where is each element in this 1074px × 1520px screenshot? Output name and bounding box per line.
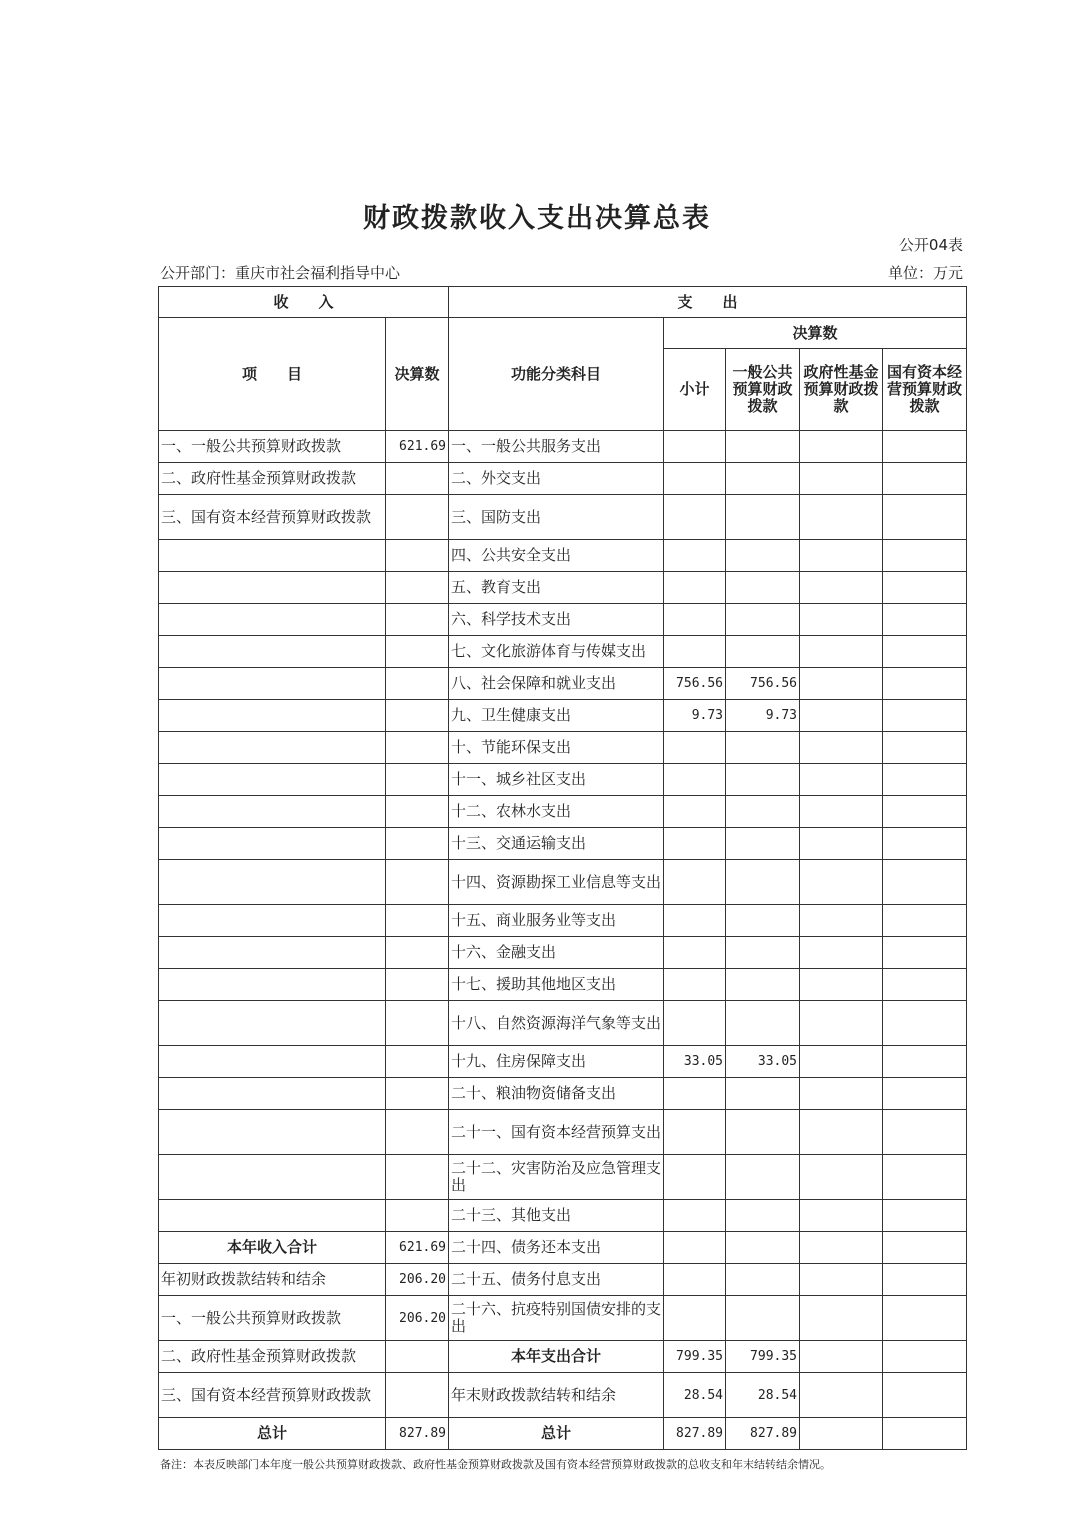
final-amount-header: 决算数 (386, 318, 449, 431)
table-row (159, 1200, 967, 1232)
subtotal-cell (664, 937, 726, 969)
expense-item-cell: 十八、自然资源海洋气象等支出 (449, 1001, 664, 1046)
expense-item-cell: 十四、资源勘探工业信息等支出 (449, 860, 664, 905)
gov-fund-cell (800, 1373, 883, 1418)
expense-item-cell: 十五、商业服务业等支出 (449, 905, 664, 937)
income-amount-cell (386, 860, 449, 905)
income-item-cell (159, 1155, 386, 1200)
subtotal-cell (664, 572, 726, 604)
expense-item-cell: 八、社会保障和就业支出 (449, 668, 664, 700)
income-amount-cell (386, 1200, 449, 1232)
table-row (159, 700, 967, 732)
table-row (159, 1001, 967, 1046)
gov-fund-cell (800, 1264, 883, 1296)
subtotal-cell: 9.73 (664, 700, 726, 732)
subtotal-cell (664, 1078, 726, 1110)
state-capital-cell (883, 1264, 967, 1296)
income-amount-cell (386, 732, 449, 764)
subtotal-cell (664, 764, 726, 796)
income-amount-cell (386, 937, 449, 969)
general-budget-header: 一般公共预算财政拨款 (726, 349, 800, 431)
income-amount-cell (386, 495, 449, 540)
state-capital-cell (883, 495, 967, 540)
general-budget-cell: 799.35 (726, 1341, 800, 1373)
expense-item-cell: 二、外交支出 (449, 463, 664, 495)
table-row (159, 1155, 967, 1200)
expense-item-cell: 五、教育支出 (449, 572, 664, 604)
subtotal-cell (664, 1155, 726, 1200)
income-item-cell: 一、一般公共预算财政拨款 (159, 1296, 386, 1341)
gov-fund-cell (800, 495, 883, 540)
subtotal-cell (664, 1232, 726, 1264)
table-row (159, 1078, 967, 1110)
general-budget-cell (726, 732, 800, 764)
state-capital-cell (883, 1296, 967, 1341)
table-row (159, 1046, 967, 1078)
income-amount-cell (386, 828, 449, 860)
income-item-cell (159, 540, 386, 572)
general-budget-cell (726, 572, 800, 604)
table-row (159, 572, 967, 604)
table-row (159, 1341, 967, 1373)
general-budget-cell (726, 828, 800, 860)
gov-fund-cell (800, 1110, 883, 1155)
general-budget-cell (726, 905, 800, 937)
table-row (159, 636, 967, 668)
income-item-cell: 年初财政拨款结转和结余 (159, 1264, 386, 1296)
gov-fund-cell (800, 905, 883, 937)
state-capital-cell (883, 860, 967, 905)
table-row (159, 1232, 967, 1264)
table-row (159, 540, 967, 572)
expense-item-cell: 六、科学技术支出 (449, 604, 664, 636)
gov-fund-cell (800, 796, 883, 828)
income-item-cell: 二、政府性基金预算财政拨款 (159, 1341, 386, 1373)
expense-item-cell: 二十二、灾害防治及应急管理支出 (449, 1155, 664, 1200)
general-budget-cell (726, 1232, 800, 1264)
state-capital-cell (883, 905, 967, 937)
general-budget-cell (726, 431, 800, 463)
gov-fund-cell (800, 860, 883, 905)
gov-fund-cell (800, 636, 883, 668)
general-budget-cell (726, 1264, 800, 1296)
general-budget-cell (726, 540, 800, 572)
table-row (159, 1296, 967, 1341)
expense-item-cell: 十、节能环保支出 (449, 732, 664, 764)
page-title: 财政拨款收入支出决算总表 (363, 203, 711, 234)
income-amount-cell (386, 540, 449, 572)
income-amount-cell (386, 796, 449, 828)
unit-label: 单位：万元 (887, 264, 963, 282)
gov-fund-cell (800, 828, 883, 860)
final-amount-group-header: 决算数 (664, 318, 967, 349)
gov-fund-cell (800, 540, 883, 572)
gov-fund-cell (800, 604, 883, 636)
gov-fund-cell (800, 1046, 883, 1078)
table-row (159, 732, 967, 764)
income-amount-cell (386, 764, 449, 796)
income-item-cell (159, 1200, 386, 1232)
table-row (159, 828, 967, 860)
gov-fund-cell (800, 937, 883, 969)
state-capital-cell (883, 572, 967, 604)
income-item-cell (159, 668, 386, 700)
general-budget-cell (726, 860, 800, 905)
gov-fund-header: 政府性基金预算财政拨款 (800, 349, 883, 431)
state-capital-cell (883, 828, 967, 860)
subtotal-cell (664, 828, 726, 860)
state-capital-header: 国有资本经营预算财政拨款 (883, 349, 967, 431)
income-item-cell (159, 572, 386, 604)
income-item-cell (159, 1001, 386, 1046)
table-row (159, 463, 967, 495)
expense-item-cell: 十三、交通运输支出 (449, 828, 664, 860)
state-capital-cell (883, 431, 967, 463)
subtotal-cell (664, 905, 726, 937)
expense-item-cell: 九、卫生健康支出 (449, 700, 664, 732)
expense-item-cell: 十一、城乡社区支出 (449, 764, 664, 796)
subtotal-cell: 799.35 (664, 1341, 726, 1373)
subtotal-cell (664, 540, 726, 572)
general-budget-cell: 9.73 (726, 700, 800, 732)
income-item-cell: 二、政府性基金预算财政拨款 (159, 463, 386, 495)
income-item-cell: 本年收入合计 (159, 1232, 386, 1264)
income-item-cell (159, 796, 386, 828)
subtotal-cell (664, 463, 726, 495)
form-code: 公开04表 (898, 236, 963, 254)
department-label: 公开部门：重庆市社会福利指导中心 (160, 264, 401, 282)
func-category-header: 功能分类科目 (449, 318, 664, 431)
expense-item-cell: 一、一般公共服务支出 (449, 431, 664, 463)
state-capital-cell (883, 1155, 967, 1200)
state-capital-cell (883, 636, 967, 668)
income-amount-cell (386, 604, 449, 636)
subtotal-cell: 827.89 (664, 1418, 726, 1450)
general-budget-cell: 827.89 (726, 1418, 800, 1450)
table-row (159, 1418, 967, 1450)
item-header: 项 目 (159, 318, 386, 431)
subtotal-cell (664, 604, 726, 636)
subtotal-cell (664, 796, 726, 828)
general-budget-cell: 756.56 (726, 668, 800, 700)
general-budget-cell (726, 796, 800, 828)
general-budget-cell (726, 937, 800, 969)
expense-item-cell: 四、公共安全支出 (449, 540, 664, 572)
income-item-cell: 一、一般公共预算财政拨款 (159, 431, 386, 463)
income-amount-cell (386, 1155, 449, 1200)
state-capital-cell (883, 1078, 967, 1110)
general-budget-cell (726, 495, 800, 540)
general-budget-cell (726, 1001, 800, 1046)
header-row-2 (159, 318, 967, 349)
gov-fund-cell (800, 1155, 883, 1200)
state-capital-cell (883, 1200, 967, 1232)
income-amount-cell (386, 1001, 449, 1046)
table-row (159, 796, 967, 828)
general-budget-cell (726, 463, 800, 495)
income-amount-cell (386, 1078, 449, 1110)
expense-item-cell: 二十一、国有资本经营预算支出 (449, 1110, 664, 1155)
expense-item-cell: 十七、援助其他地区支出 (449, 969, 664, 1001)
expense-item-cell: 三、国防支出 (449, 495, 664, 540)
table-row (159, 937, 967, 969)
subtotal-cell (664, 1110, 726, 1155)
expense-item-cell: 二十三、其他支出 (449, 1200, 664, 1232)
general-budget-cell (726, 1110, 800, 1155)
general-budget-cell (726, 1296, 800, 1341)
table-row (159, 969, 967, 1001)
subtotal-cell (664, 431, 726, 463)
gov-fund-cell (800, 1296, 883, 1341)
expense-item-cell: 二十四、债务还本支出 (449, 1232, 664, 1264)
state-capital-cell (883, 1418, 967, 1450)
income-item-cell (159, 937, 386, 969)
expense-item-cell: 十二、农林水支出 (449, 796, 664, 828)
subtotal-cell (664, 495, 726, 540)
state-capital-cell (883, 937, 967, 969)
table-row (159, 860, 967, 905)
subtotal-cell (664, 1296, 726, 1341)
expense-item-cell: 二十、粮油物资储备支出 (449, 1078, 664, 1110)
gov-fund-cell (800, 969, 883, 1001)
state-capital-cell (883, 764, 967, 796)
income-header: 收 入 (159, 287, 449, 318)
table-row (159, 1373, 967, 1418)
expense-item-cell: 十六、金融支出 (449, 937, 664, 969)
state-capital-cell (883, 700, 967, 732)
income-amount-cell: 206.20 (386, 1296, 449, 1341)
income-amount-cell (386, 636, 449, 668)
table-row (159, 1264, 967, 1296)
income-amount-cell (386, 463, 449, 495)
gov-fund-cell (800, 700, 883, 732)
income-amount-cell (386, 668, 449, 700)
subtotal-cell: 28.54 (664, 1373, 726, 1418)
state-capital-cell (883, 1232, 967, 1264)
general-budget-cell (726, 1200, 800, 1232)
subtotal-cell (664, 636, 726, 668)
state-capital-cell (883, 540, 967, 572)
income-amount-cell (386, 700, 449, 732)
income-item-cell (159, 1110, 386, 1155)
income-amount-cell: 206.20 (386, 1264, 449, 1296)
income-item-cell (159, 969, 386, 1001)
income-amount-cell (386, 572, 449, 604)
gov-fund-cell (800, 732, 883, 764)
header-row-1 (159, 287, 967, 318)
state-capital-cell (883, 668, 967, 700)
budget-summary-table (158, 286, 967, 1450)
expense-header: 支 出 (449, 287, 967, 318)
gov-fund-cell (800, 1200, 883, 1232)
table-row (159, 495, 967, 540)
state-capital-cell (883, 1110, 967, 1155)
gov-fund-cell (800, 1418, 883, 1450)
general-budget-cell (726, 636, 800, 668)
state-capital-cell (883, 463, 967, 495)
table-row (159, 905, 967, 937)
expense-item-cell: 年末财政拨款结转和结余 (449, 1373, 664, 1418)
subtotal-cell (664, 969, 726, 1001)
gov-fund-cell (800, 431, 883, 463)
income-amount-cell (386, 969, 449, 1001)
income-item-cell: 总计 (159, 1418, 386, 1450)
subtotal-cell: 33.05 (664, 1046, 726, 1078)
general-budget-cell (726, 604, 800, 636)
gov-fund-cell (800, 668, 883, 700)
gov-fund-cell (800, 1078, 883, 1110)
income-item-cell (159, 828, 386, 860)
state-capital-cell (883, 604, 967, 636)
footnote: 备注：本表反映部门本年度一般公共预算财政拨款、政府性基金预算财政拨款及国有资本经营预算财政拨款的总收支和年末结转结余情况。 (160, 1458, 831, 1471)
subtotal-cell (664, 860, 726, 905)
income-item-cell (159, 700, 386, 732)
income-item-cell (159, 604, 386, 636)
gov-fund-cell (800, 1232, 883, 1264)
subtotal-cell (664, 732, 726, 764)
expense-item-cell: 总计 (449, 1418, 664, 1450)
general-budget-cell (726, 1078, 800, 1110)
gov-fund-cell (800, 572, 883, 604)
subtotal-cell (664, 1264, 726, 1296)
income-item-cell (159, 1078, 386, 1110)
income-item-cell: 三、国有资本经营预算财政拨款 (159, 495, 386, 540)
general-budget-cell (726, 1155, 800, 1200)
income-amount-cell: 621.69 (386, 431, 449, 463)
income-item-cell (159, 860, 386, 905)
table-row (159, 764, 967, 796)
gov-fund-cell (800, 764, 883, 796)
gov-fund-cell (800, 1001, 883, 1046)
subtotal-header: 小计 (664, 349, 726, 431)
state-capital-cell (883, 1001, 967, 1046)
expense-item-cell: 本年支出合计 (449, 1341, 664, 1373)
general-budget-cell: 28.54 (726, 1373, 800, 1418)
income-item-cell (159, 764, 386, 796)
income-item-cell (159, 905, 386, 937)
table-row (159, 604, 967, 636)
income-amount-cell (386, 1373, 449, 1418)
subtotal-cell (664, 1200, 726, 1232)
expense-item-cell: 十九、住房保障支出 (449, 1046, 664, 1078)
income-item-cell (159, 732, 386, 764)
income-amount-cell: 827.89 (386, 1418, 449, 1450)
state-capital-cell (883, 1373, 967, 1418)
income-amount-cell (386, 1110, 449, 1155)
state-capital-cell (883, 1046, 967, 1078)
state-capital-cell (883, 732, 967, 764)
income-amount-cell (386, 1341, 449, 1373)
expense-item-cell: 七、文化旅游体育与传媒支出 (449, 636, 664, 668)
subtotal-cell: 756.56 (664, 668, 726, 700)
general-budget-cell (726, 764, 800, 796)
general-budget-cell: 33.05 (726, 1046, 800, 1078)
expense-item-cell: 二十六、抗疫特别国债安排的支出 (449, 1296, 664, 1341)
subtotal-cell (664, 1001, 726, 1046)
gov-fund-cell (800, 1341, 883, 1373)
income-amount-cell: 621.69 (386, 1232, 449, 1264)
income-amount-cell (386, 905, 449, 937)
general-budget-cell (726, 969, 800, 1001)
income-item-cell: 三、国有资本经营预算财政拨款 (159, 1373, 386, 1418)
income-amount-cell (386, 1046, 449, 1078)
state-capital-cell (883, 1341, 967, 1373)
expense-item-cell: 二十五、债务付息支出 (449, 1264, 664, 1296)
state-capital-cell (883, 969, 967, 1001)
table-row (159, 668, 967, 700)
income-item-cell (159, 1046, 386, 1078)
state-capital-cell (883, 796, 967, 828)
income-item-cell (159, 636, 386, 668)
table-row (159, 1110, 967, 1155)
table-row (159, 431, 967, 463)
gov-fund-cell (800, 463, 883, 495)
